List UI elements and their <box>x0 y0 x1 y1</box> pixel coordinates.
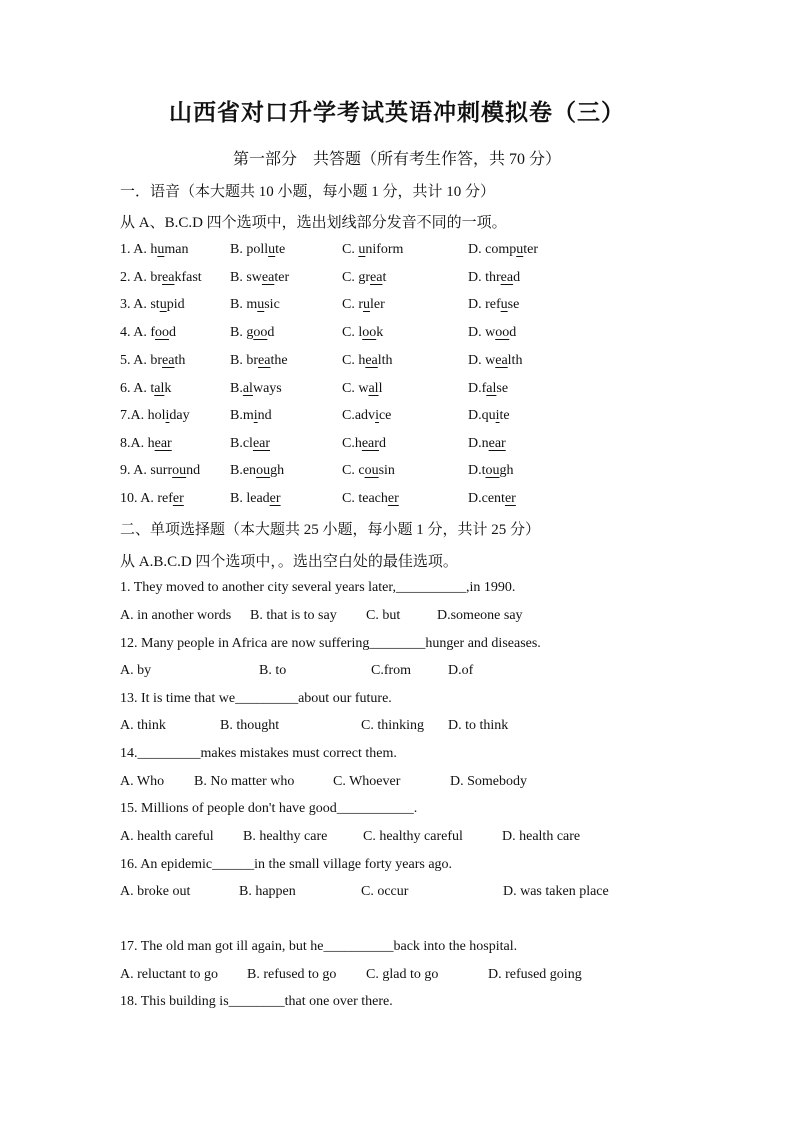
question-stem: 14._________makes mistakes must correct them. <box>120 746 397 761</box>
word-part: f <box>150 325 156 340</box>
word-part: D.n <box>468 436 489 451</box>
underlined-sound: u <box>257 297 265 312</box>
page-subtitle: 第一部分 共答题（所有考生作答，共 70 分） <box>232 151 561 168</box>
word-part: d <box>169 325 177 340</box>
underlined-sound: al <box>154 381 165 396</box>
question-number: 6. A. <box>120 381 151 396</box>
underlined-sound: ou <box>172 463 187 478</box>
option-c <box>342 325 383 341</box>
word-part: B. br <box>230 353 258 368</box>
option-d <box>468 353 522 369</box>
question-number: 9. A. <box>120 463 151 478</box>
word-part: se <box>507 297 520 312</box>
section1-instruction: 从 A、B.C.D 四个选项中，选出划线部分发音不同的一项。 <box>120 215 507 231</box>
word-part: d <box>509 325 517 340</box>
answer-option: D. to think <box>448 718 509 733</box>
question-stem: 15. Millions of people don't have good___________. <box>120 801 418 816</box>
question-number: 2. A. <box>120 270 151 285</box>
underlined-sound: ou <box>256 463 271 478</box>
option-c <box>342 270 386 286</box>
option-a <box>120 491 184 507</box>
option-c <box>342 353 393 369</box>
section1-heading: 一．语音（本大题共 10 小题，每小题 1 分，共计 10 分） <box>120 184 496 200</box>
option-d <box>468 381 508 397</box>
answer-option: D. Somebody <box>450 774 527 789</box>
word-part: lth <box>377 353 393 368</box>
option-d <box>468 297 519 313</box>
option-c <box>342 463 395 479</box>
option-b <box>230 242 285 258</box>
word-part: the <box>270 353 288 368</box>
option-d <box>468 463 514 479</box>
word-part: D.cent <box>468 491 505 506</box>
underlined-sound: ea <box>162 353 175 368</box>
word-part: D.f <box>468 381 487 396</box>
answer-option: A. broke out <box>120 884 191 899</box>
word-part: niform <box>365 242 404 257</box>
answer-option: B. to <box>259 663 287 678</box>
word-part: te <box>275 242 286 257</box>
word-part: D. w <box>468 353 496 368</box>
question-stem: 12. Many people in Africa are now suffering________hunger and diseases. <box>120 636 541 651</box>
word-part: C. c <box>342 463 365 478</box>
option-b <box>230 436 270 452</box>
word-part: br <box>150 270 163 285</box>
word-part: d <box>378 436 386 451</box>
answer-option: C. occur <box>361 884 409 899</box>
word-part: C. r <box>342 297 363 312</box>
answer-option: D. refused going <box>488 967 582 982</box>
option-b <box>230 408 272 424</box>
word-part: th <box>174 353 186 368</box>
word-part: ter <box>274 270 290 285</box>
word-part: st <box>150 297 160 312</box>
underlined-sound: i <box>253 408 258 423</box>
word-part: ler <box>370 297 385 312</box>
word-part: ref <box>157 491 173 506</box>
word-part: D. thr <box>468 270 501 285</box>
underlined-sound: oo <box>495 325 510 340</box>
answer-option: B. happen <box>239 884 296 899</box>
underlined-sound: al <box>368 381 379 396</box>
word-part: sic <box>264 297 280 312</box>
answer-option: D.of <box>448 663 474 678</box>
option-b <box>230 491 281 507</box>
question-number: 5. A. <box>120 353 151 368</box>
word-part: d <box>513 270 521 285</box>
word-part: k <box>164 381 172 396</box>
word-part: sin <box>378 463 395 478</box>
option-c <box>342 408 391 424</box>
word-part: B.m <box>230 408 254 423</box>
word-part: C. teach <box>342 491 388 506</box>
answer-option: C.from <box>371 663 412 678</box>
underlined-sound: ea <box>162 270 175 285</box>
answer-option: A. in another words <box>120 608 232 623</box>
question-stem: 13. It is time that we_________about our future. <box>120 691 392 706</box>
underlined-sound: ea <box>500 270 514 285</box>
answer-option: D. was taken place <box>503 884 609 899</box>
option-d <box>468 436 506 452</box>
word-part: nd <box>186 463 201 478</box>
word-part: h <box>147 436 155 451</box>
option-a <box>120 408 190 424</box>
underlined-sound: er <box>387 491 399 506</box>
question-number: 8.A. <box>120 436 148 451</box>
option-b <box>230 297 280 313</box>
answer-option: B. that is to say <box>250 608 337 623</box>
option-c <box>342 381 382 397</box>
option-b <box>230 353 288 369</box>
word-part: h <box>150 242 158 257</box>
answer-option: C. Whoever <box>333 774 401 789</box>
word-part: B.en <box>230 463 257 478</box>
answer-option: B. No matter who <box>194 774 295 789</box>
underlined-sound: ear <box>252 436 271 451</box>
underlined-sound: ear <box>488 436 506 451</box>
answer-option: A. by <box>120 663 152 678</box>
word-part: D. comp <box>468 242 517 257</box>
underlined-sound: er <box>172 491 184 506</box>
underlined-sound: i <box>165 408 170 423</box>
word-part: B.cl <box>230 436 253 451</box>
underlined-sound: oo <box>362 325 377 340</box>
word-part: lth <box>507 353 523 368</box>
option-a <box>120 436 172 452</box>
word-part: k <box>376 325 384 340</box>
word-part: day <box>169 408 190 423</box>
underlined-sound: er <box>269 491 281 506</box>
underlined-sound: oo <box>253 325 268 340</box>
word-part: gh <box>499 463 514 478</box>
underlined-sound: ea <box>261 270 275 285</box>
word-part: B. sw <box>230 270 262 285</box>
word-part: B. g <box>230 325 254 340</box>
word-part: C.adv <box>342 408 376 423</box>
option-c <box>342 491 399 507</box>
word-part: kfast <box>174 270 202 285</box>
word-part: ways <box>252 381 282 396</box>
option-a <box>120 381 171 397</box>
word-part: ter <box>523 242 538 257</box>
option-d <box>468 325 516 341</box>
word-part: C. gr <box>342 270 370 285</box>
word-part: C. w <box>342 381 369 396</box>
underlined-sound: ou <box>485 463 500 478</box>
option-a <box>120 297 185 313</box>
word-part: ce <box>378 408 392 423</box>
answer-option: C. healthy careful <box>363 829 463 844</box>
word-part: D.qu <box>468 408 496 423</box>
question-number: 1. A. <box>120 242 151 257</box>
underlined-sound: oo <box>155 325 170 340</box>
underlined-sound: al <box>486 381 497 396</box>
word-part: D. ref <box>468 297 501 312</box>
question-number: 3. A. <box>120 297 151 312</box>
option-a <box>120 270 202 286</box>
word-part: t <box>150 381 155 396</box>
word-part: B. m <box>230 297 258 312</box>
word-part: C. <box>342 242 359 257</box>
underlined-sound: ear <box>361 436 379 451</box>
option-d <box>468 242 538 258</box>
option-b <box>230 381 282 397</box>
underlined-sound: u <box>157 242 165 257</box>
word-part: d <box>267 325 275 340</box>
option-d <box>468 270 520 286</box>
answer-option: C. glad to go <box>366 967 439 982</box>
underlined-sound: ea <box>258 353 271 368</box>
answer-option: B. thought <box>220 718 280 733</box>
answer-option: A. think <box>120 718 166 733</box>
question-stem: 18. This building is________that one over there. <box>120 994 393 1009</box>
underlined-sound: ear <box>154 436 172 451</box>
word-part: surr <box>150 463 173 478</box>
section2-instruction: 从 A.B.C.D 四个选项中，。选出空白处的最佳选项。 <box>120 554 458 570</box>
option-a <box>120 325 176 341</box>
question-stem: 17. The old man got ill again, but he__________back into the hospital. <box>120 939 518 954</box>
answer-option: D.someone say <box>437 608 523 623</box>
option-c <box>342 242 403 258</box>
question-number: 7.A. <box>120 408 148 423</box>
word-part: C. l <box>342 325 363 340</box>
option-a <box>120 463 200 479</box>
word-part: hol <box>147 408 166 423</box>
underlined-sound: ea <box>370 270 383 285</box>
question-stem: 1. They moved to another city several years later,__________,in 1990. <box>120 580 516 595</box>
word-part: te <box>499 408 510 423</box>
underlined-sound: i <box>495 408 500 423</box>
word-part: gh <box>270 463 285 478</box>
answer-option: C. thinking <box>361 718 425 733</box>
answer-option: A. Who <box>120 774 165 789</box>
underlined-sound: ou <box>364 463 379 478</box>
underlined-sound: u <box>268 242 276 257</box>
word-part: pid <box>166 297 185 312</box>
underlined-sound: al <box>242 381 253 396</box>
answer-option: A. reluctant to go <box>120 967 218 982</box>
answer-option: D. health care <box>502 829 581 844</box>
option-d <box>468 408 510 424</box>
question-number: 10. A. <box>120 491 158 506</box>
underlined-sound: u <box>358 242 366 257</box>
word-part: B. poll <box>230 242 269 257</box>
underlined-sound: ea <box>495 353 508 368</box>
word-part: nd <box>257 408 272 423</box>
word-part: B. <box>230 381 243 396</box>
underlined-sound: u <box>500 297 508 312</box>
underlined-sound: u <box>516 242 524 257</box>
section2-heading: 二、单项选择题（本大题共 25 小题，每小题 1 分，共计 25 分） <box>120 522 541 538</box>
underlined-sound: ea <box>365 353 378 368</box>
word-part: man <box>164 242 189 257</box>
word-part: B. lead <box>230 491 270 506</box>
option-b <box>230 463 284 479</box>
word-part: D. w <box>468 325 496 340</box>
word-part: C. h <box>342 353 366 368</box>
underlined-sound: u <box>159 297 167 312</box>
answer-option: B. healthy care <box>243 829 328 844</box>
option-b <box>230 325 274 341</box>
option-b <box>230 270 289 286</box>
word-part: l <box>378 381 383 396</box>
option-a <box>120 242 188 258</box>
underlined-sound: er <box>504 491 516 506</box>
page-title: 山西省对口升学考试英语冲刺模拟卷（三） <box>169 100 625 125</box>
answer-option: B. refused to go <box>247 967 337 982</box>
option-a <box>120 353 185 369</box>
option-c <box>342 436 386 452</box>
underlined-sound: u <box>363 297 370 312</box>
word-part: C.h <box>342 436 362 451</box>
option-d <box>468 491 516 507</box>
question-stem: 16. An epidemic______in the small village forty years ago. <box>120 857 453 872</box>
word-part: D.t <box>468 463 486 478</box>
option-c <box>342 297 385 313</box>
underlined-sound: i <box>375 408 379 423</box>
word-part: se <box>496 381 509 396</box>
word-part: br <box>150 353 163 368</box>
answer-option: C. but <box>366 608 401 623</box>
word-part: t <box>382 270 387 285</box>
question-number: 4. A. <box>120 325 151 340</box>
answer-option: A. health careful <box>120 829 214 844</box>
